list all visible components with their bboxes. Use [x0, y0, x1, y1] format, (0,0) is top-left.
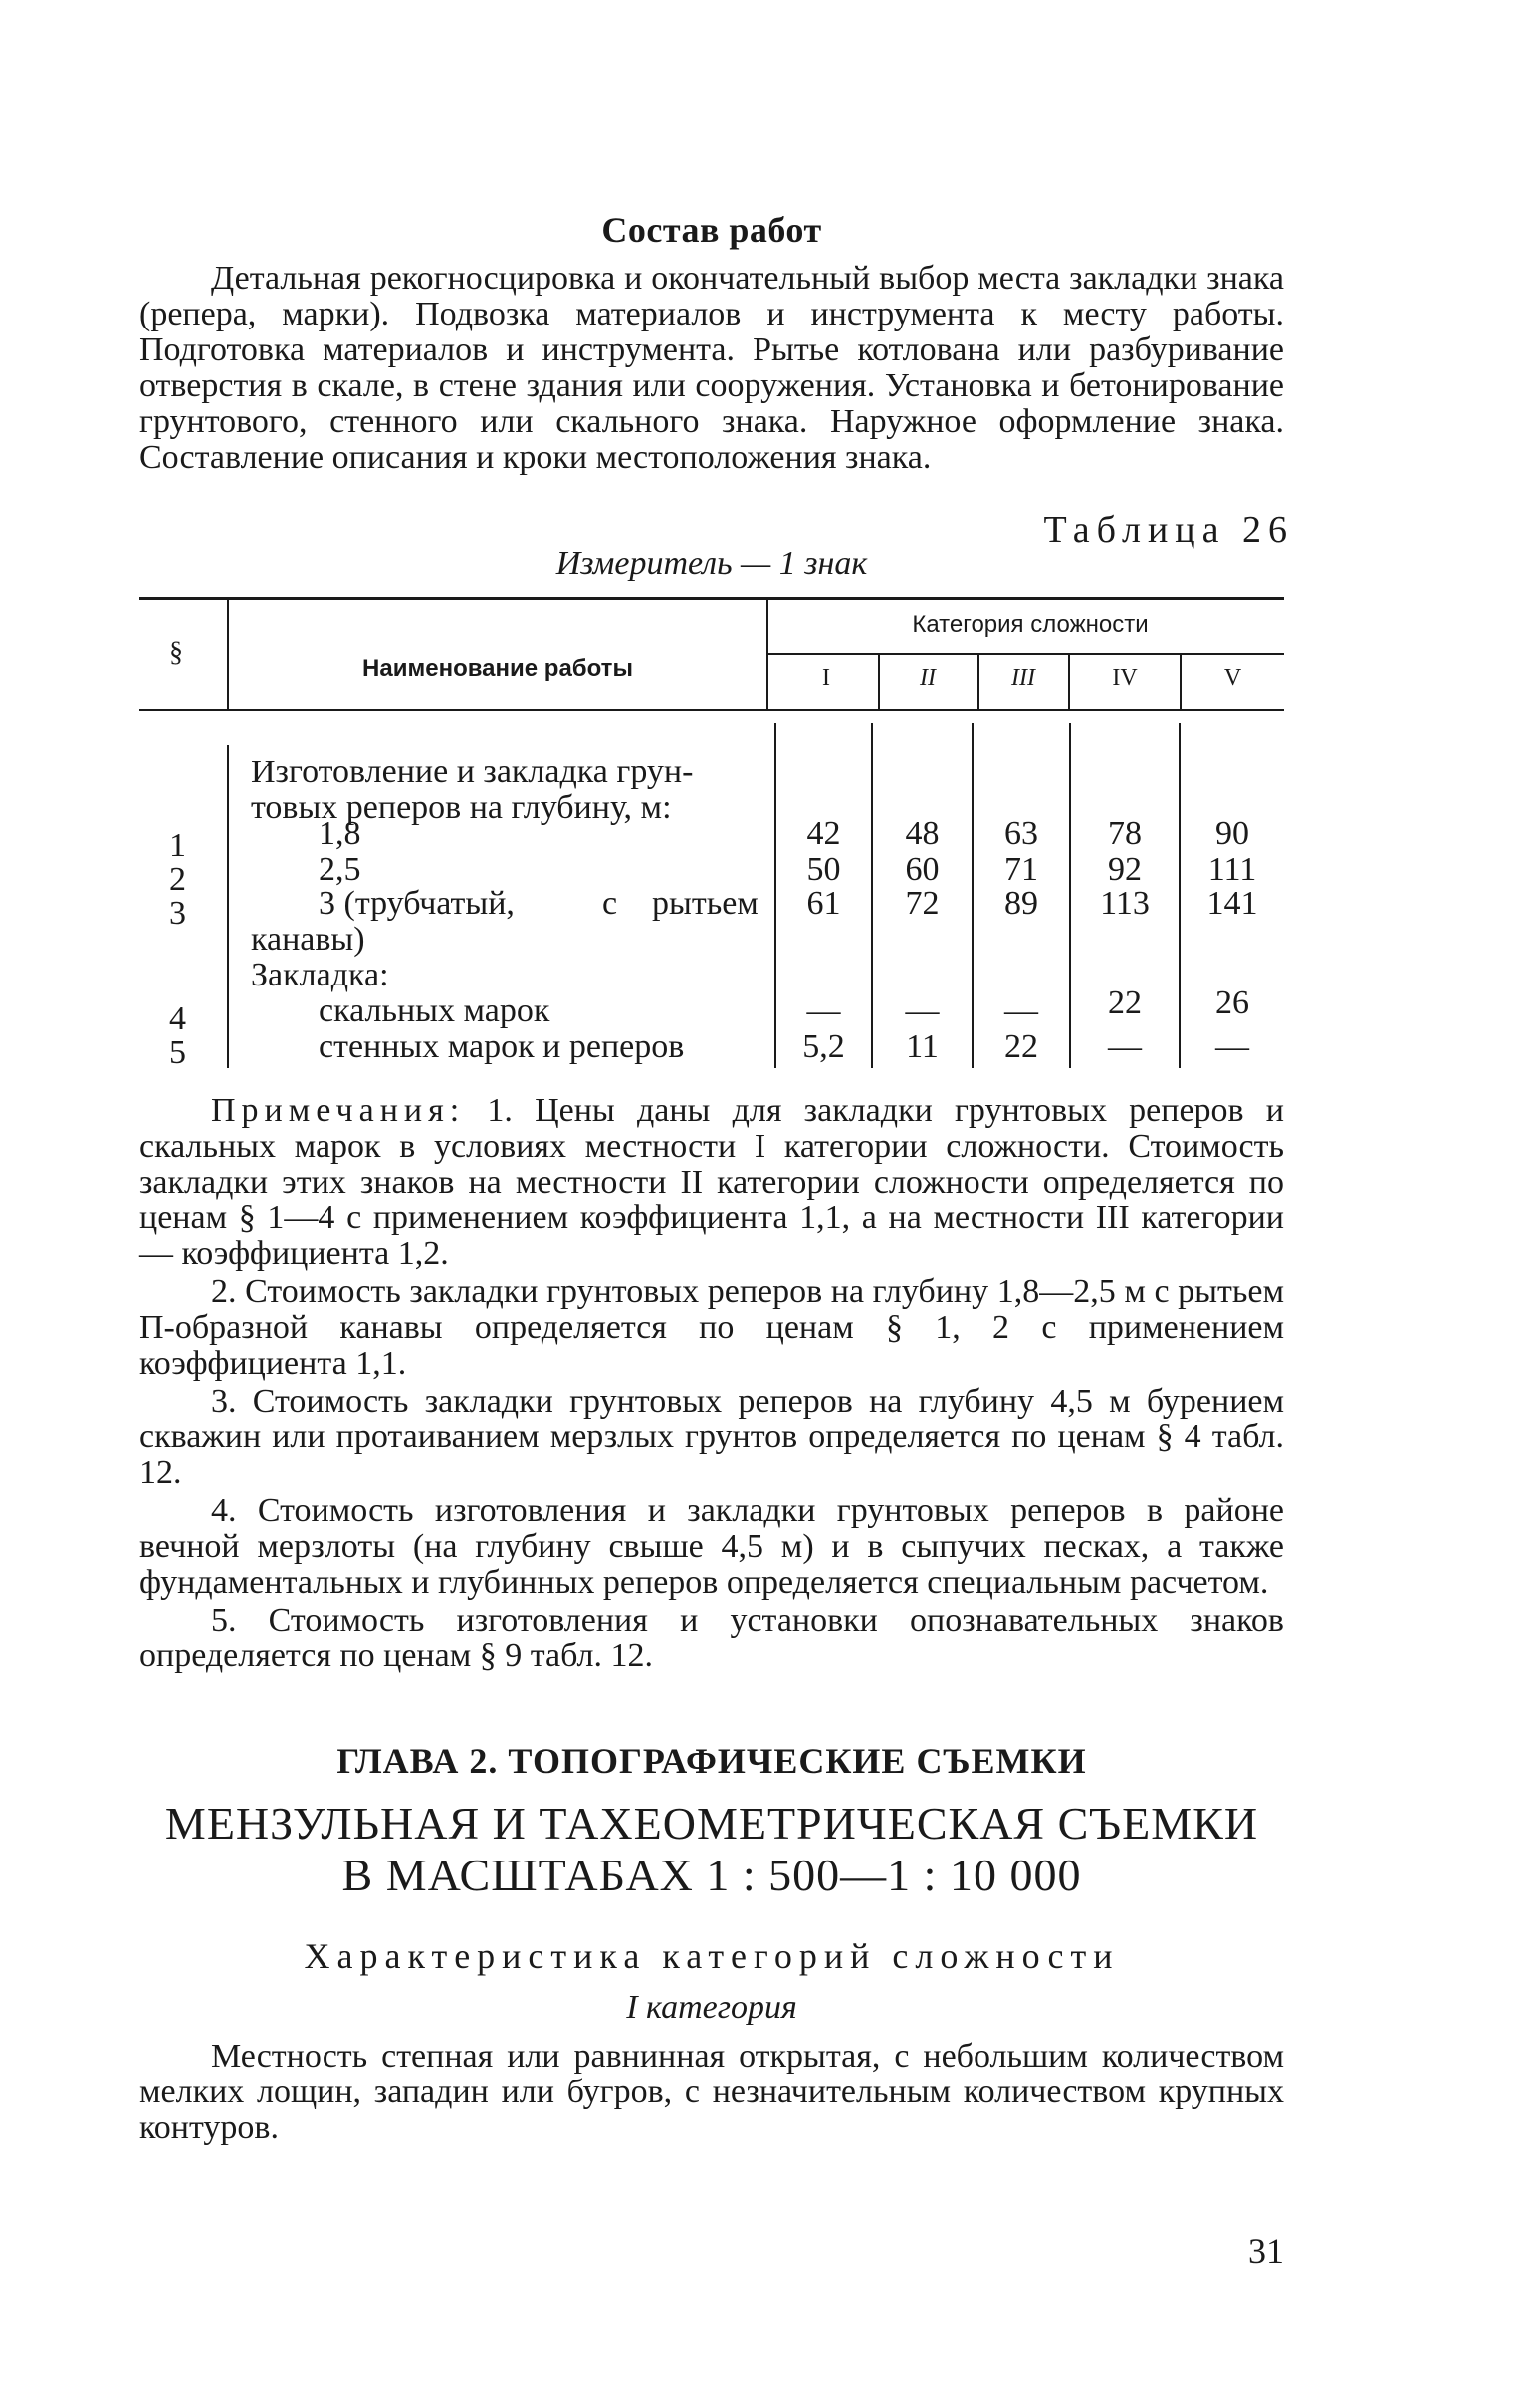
page-number: 31 — [1248, 2231, 1284, 2271]
note-3: 3. Стоимость закладки грунтовых реперов на глубину 4,5 м бурением скважин или протаиванием мерзлых грунтов определяется по ценам § 4 табл. 12. — [139, 1383, 1284, 1491]
chapter-title: ГЛАВА 2. ТОПОГРАФИЧЕСКИЕ СЪЕМКИ — [336, 1741, 1087, 1781]
category-description: Местность степная или равнинная открытая, с небольшим количеством мелких лощин, западин или бугров, с незначительным количеством крупных контуров. — [139, 2038, 1284, 2146]
row-2-val-V: 111 — [1207, 851, 1257, 888]
table-26 — [139, 597, 1284, 1070]
row-1-name: 1,8 — [319, 815, 361, 852]
row-3-num: 3 — [169, 895, 186, 932]
header-work-name: Наименование работы — [362, 655, 633, 682]
row-3-name-cont: канавы) — [251, 921, 365, 958]
row-1-num: 1 — [169, 827, 186, 864]
header-category-group: Категория сложности — [912, 611, 1149, 638]
row-2-val-IV: 92 — [1108, 851, 1142, 888]
row-3-val-IV: 113 — [1100, 885, 1150, 922]
header-cat-III: III — [1011, 665, 1035, 691]
row-4-val-II: — — [905, 992, 940, 1029]
row-2-name: 2,5 — [319, 851, 361, 888]
row-3-name-c: рытьем — [652, 885, 759, 922]
row-5-val-V: — — [1215, 1028, 1249, 1065]
row-4-val-I: — — [806, 992, 841, 1029]
row-5-val-IV: — — [1108, 1028, 1142, 1065]
chapter-heading-line1: МЕНЗУЛЬНАЯ И ТАХЕОМЕТРИЧЕСКАЯ СЪЕМКИ — [164, 1798, 1259, 1849]
note-1 — [139, 1093, 1284, 1272]
notes-label: Примечания: — [211, 1092, 466, 1129]
row-2-val-I: 50 — [806, 851, 841, 888]
row-5-val-I: 5,2 — [802, 1028, 845, 1065]
notes-block — [139, 1093, 1284, 1676]
header-cat-V: V — [1223, 665, 1242, 691]
row-5-val-III: 22 — [1004, 1028, 1038, 1065]
row-1-val-II: 48 — [905, 815, 940, 852]
note-5: 5. Стоимость изготовления и установки опознавательных знаков определяется по ценам § 9 табл. 12. — [139, 1602, 1284, 1674]
group1-line1: Изготовление и закладка грун- — [251, 754, 694, 790]
note-4: 4. Стоимость изготовления и закладки грунтовых реперов в районе вечной мерзлоты (на глубину свыше 4,5 м) и в сыпучих песках, а также фундаментальных и глубинных реперов определяется специальным расчетом. — [139, 1492, 1284, 1601]
table-caption: Таблица 26 — [1043, 509, 1294, 550]
row-5-num: 5 — [169, 1034, 186, 1071]
row-4-name: скальных марок — [319, 992, 550, 1029]
chapter-heading-line2: В МАСШТАБАХ 1 : 500—1 : 10 000 — [341, 1850, 1082, 1900]
row-2-val-II: 60 — [905, 851, 940, 888]
row-4-num: 4 — [169, 1000, 186, 1037]
category-subheading: Характеристика категорий сложности — [304, 1936, 1120, 1976]
header-section-symbol: § — [169, 637, 183, 668]
header-cat-I: I — [822, 665, 830, 691]
group2-label: Закладка: — [251, 957, 389, 993]
note-1-text: 1. Цены даны для закладки грунтовых реперов и скальных марок в условиях местности I категории сложности. Стоимость закладки этих знаков на местности II категории сложности определяется по ценам § 1—4 с применением коэффициента 1,1, а на местности III категории — коэффициента 1,2. — [139, 1092, 1284, 1272]
row-1-val-IV: 78 — [1108, 815, 1142, 852]
row-5-val-II: 11 — [906, 1028, 939, 1065]
row-5-name: стенных марок и реперов — [319, 1028, 685, 1065]
row-1-val-V: 90 — [1215, 815, 1249, 852]
row-4-val-III: — — [1004, 992, 1038, 1029]
row-4-val-V: 26 — [1215, 985, 1249, 1021]
row-3-name-a: 3 (трубчатый, — [319, 885, 515, 922]
row-4-val-IV: 22 — [1108, 985, 1142, 1021]
group1-line2: товых реперов на глубину, м: — [251, 789, 672, 826]
row-3-val-II: 72 — [905, 885, 940, 922]
row-3-val-III: 89 — [1004, 885, 1038, 922]
row-3-name-b: с — [602, 885, 618, 922]
composition-paragraph: Детальная рекогносцировка и окончательный выбор места закладки знака (репера, марки). Подвозка материалов и инструмента к месту работы. Подготовка материалов и инструмента. Рытье котлована или разбуривание отверстия в скале, в стене здания или сооружения. Установка и бетонирование грунтового, стенного или скального знака. Наружное оформление знака. Составление описания и кроки местоположения знака. — [139, 260, 1284, 476]
row-1-val-III: 63 — [1004, 815, 1038, 852]
header-cat-IV: IV — [1112, 665, 1138, 691]
row-3-val-V: 141 — [1206, 885, 1258, 922]
note-2: 2. Стоимость закладки грунтовых реперов на глубину 1,8—2,5 м с рытьем П-образной канавы определяется по ценам § 1, 2 с применением коэффициента 1,1. — [139, 1273, 1284, 1382]
row-2-val-III: 71 — [1004, 851, 1038, 888]
row-3-val-I: 61 — [806, 885, 841, 922]
table-measure: Измеритель — 1 знак — [555, 546, 868, 582]
row-1-val-I: 42 — [806, 815, 841, 852]
section-title: Состав работ — [601, 210, 822, 250]
row-2-num: 2 — [169, 861, 186, 898]
header-cat-II: II — [920, 665, 936, 691]
category-title: I категория — [626, 1989, 797, 2026]
